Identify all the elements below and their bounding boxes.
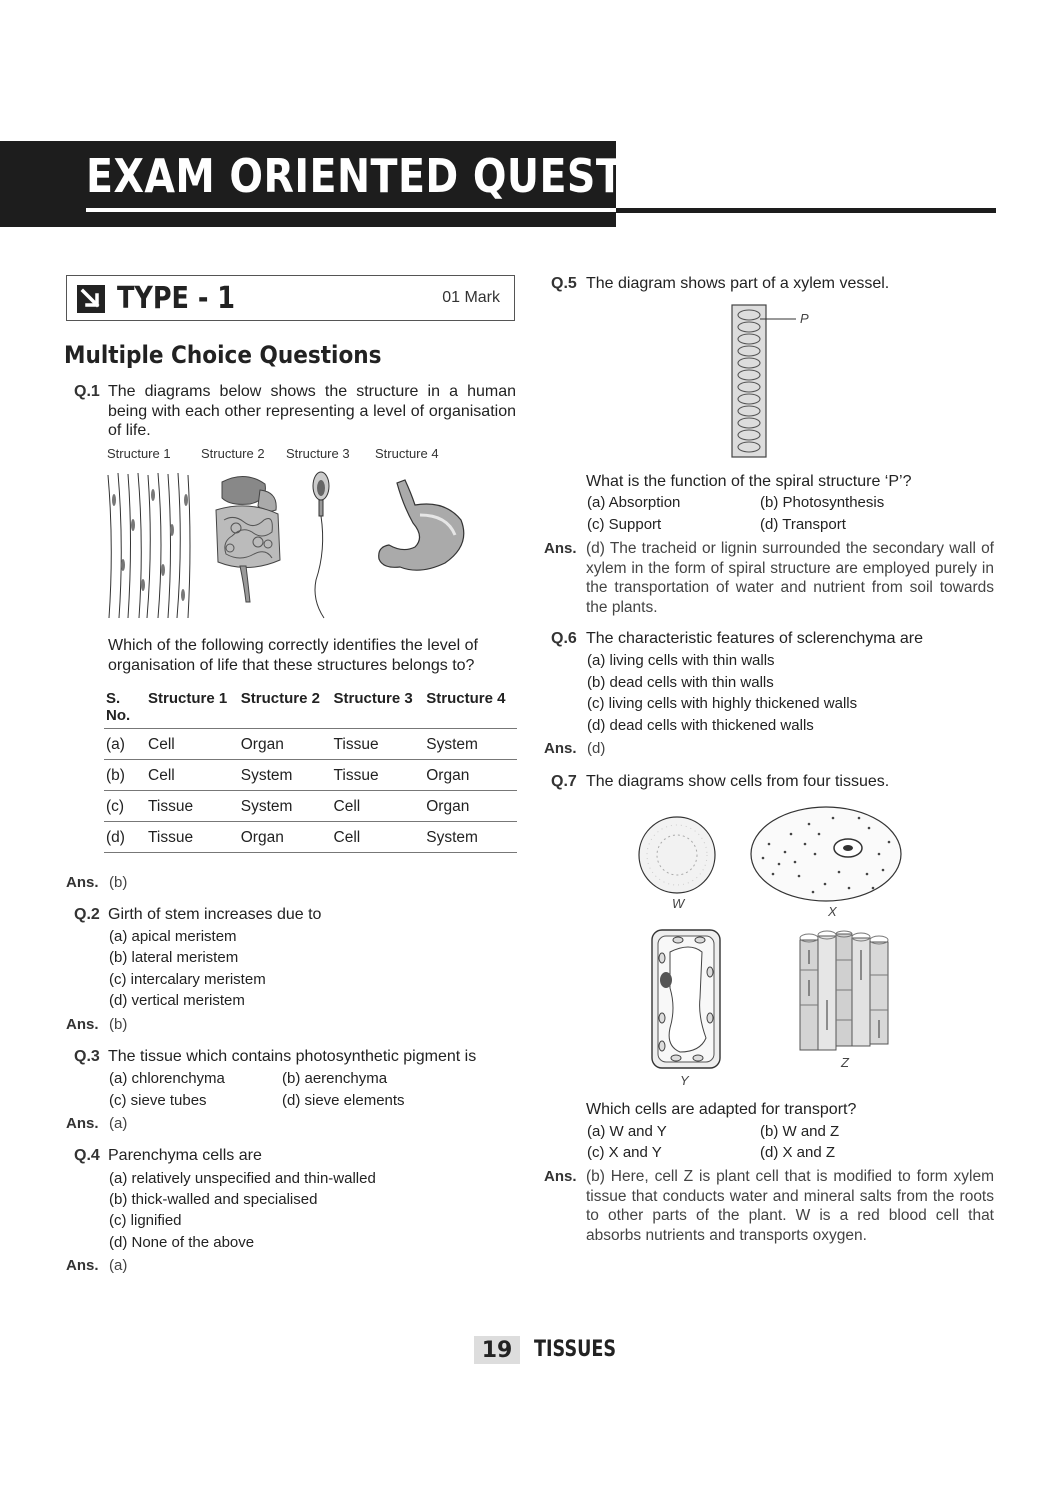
header-rule [616, 208, 996, 213]
q3-number: Q.3 [74, 1048, 100, 1065]
table-cell: Cell [332, 822, 425, 853]
q6-answer: (d) [587, 740, 606, 757]
q7-option-a: (a) W and Y [587, 1123, 667, 1140]
cell-label-z: Z [841, 1055, 849, 1070]
q1-text: The diagrams below shows the structure in a human being with each other representing a level of organisation of life. [108, 383, 516, 439]
q4-answer: (a) [109, 1257, 128, 1274]
q2-option-a: (a) apical meristem [109, 928, 237, 945]
table-cell: (c) [104, 791, 146, 822]
plant-cell-y-illustration [650, 928, 722, 1070]
table-cell: System [424, 729, 517, 760]
q6-option-d: (d) dead cells with thickened walls [587, 717, 814, 734]
q2-answer-label: Ans. [66, 1016, 99, 1033]
table-row [104, 791, 517, 822]
q5-option-d: (d) Transport [760, 516, 846, 533]
q3-option-c: (c) sieve tubes [109, 1092, 207, 1109]
cell-x-illustration [749, 804, 903, 904]
q6-answer-label: Ans. [544, 740, 577, 757]
q7-question: Which cells are adapted for transport? [586, 1101, 857, 1118]
q6-option-a: (a) living cells with thin walls [587, 652, 775, 669]
muscle-tissue-illustration [106, 470, 194, 620]
table-cell: Tissue [146, 791, 239, 822]
sperm-cell-illustration [302, 470, 342, 620]
q3-text: The tissue which contains photosynthetic pigment is [108, 1048, 477, 1065]
table-cell: Organ [424, 791, 517, 822]
diagram-label-p: P [800, 311, 809, 326]
cell-label-w: W [672, 896, 685, 911]
banner-title: EXAM ORIENTED QUESTIONS [86, 149, 735, 203]
q4-answer-label: Ans. [66, 1257, 99, 1274]
structure-label-2: Structure 2 [201, 446, 265, 461]
q5-question: What is the function of the spiral structure ‘P’? [586, 473, 912, 490]
type-title: TYPE - 1 [117, 281, 236, 316]
q6-option-c: (c) living cells with highly thickened walls [587, 695, 858, 712]
arrow-down-right-icon [77, 285, 105, 313]
table-row [104, 729, 517, 760]
structure-label-3: Structure 3 [286, 446, 350, 461]
q3-answer-label: Ans. [66, 1115, 99, 1132]
q7-option-d: (d) X and Z [760, 1144, 836, 1161]
q1-options-table [104, 688, 517, 853]
q3-option-b: (b) aerenchyma [282, 1070, 388, 1087]
table-cell: (b) [104, 760, 146, 791]
q3-option-a: (a) chlorenchyma [109, 1070, 225, 1087]
q7-answer: (b) Here, cell Z is plant cell that is modified to form xylem tissue that conducts water and mineral salts from the roots to other parts of the plant. W is a red blood cell that absorbs nutrients and transports oxygen. [586, 1168, 994, 1244]
table-cell: (d) [104, 822, 146, 853]
q4-option-b: (b) thick-walled and specialised [109, 1191, 318, 1208]
q1-question: Which of the following correctly identifies the level of organisation of life that these structures belongs to? [108, 637, 478, 674]
q3-answer: (a) [109, 1115, 128, 1132]
q4-option-c: (c) lignified [109, 1212, 182, 1229]
cell-label-y: Y [680, 1073, 689, 1088]
q4-number: Q.4 [74, 1147, 100, 1164]
type-box [66, 275, 515, 321]
q7-text: The diagrams show cells from four tissues. [586, 773, 890, 790]
table-cell: Organ [424, 760, 517, 791]
q5-option-c: (c) Support [587, 516, 662, 533]
q4-option-d: (d) None of the above [109, 1234, 255, 1251]
table-cell: Tissue [332, 760, 425, 791]
cell-label-x: X [828, 904, 837, 919]
q5-option-a: (a) Absorption [587, 494, 681, 511]
q6-text: The characteristic features of sclerenchyma are [586, 630, 924, 647]
q7-option-c: (c) X and Y [587, 1144, 662, 1161]
table-header: Structure 2 [240, 690, 320, 707]
q2-number: Q.2 [74, 906, 100, 923]
table-cell: Cell [146, 729, 239, 760]
q2-option-b: (b) lateral meristem [109, 949, 239, 966]
q1-number: Q.1 [74, 383, 100, 400]
q2-option-d: (d) vertical meristem [109, 992, 245, 1009]
table-header: Structure 3 [333, 690, 413, 707]
q2-option-c: (c) intercalary meristem [109, 971, 266, 988]
q5-answer: (d) The tracheid or lignin surrounded the secondary wall of xylem in the form of spiral structure are employed purely in the transportation of water and nutrient from soil towards the plants. [586, 540, 994, 616]
page-number: 19 [474, 1336, 520, 1364]
xylem-cells-z-illustration [798, 930, 892, 1052]
q5-answer-label: Ans. [544, 540, 577, 557]
stomach-illustration [375, 475, 470, 585]
q2-text: Girth of stem increases due to [108, 906, 322, 923]
q7-number: Q.7 [551, 773, 577, 790]
structure-label-1: Structure 1 [107, 446, 171, 461]
table-row [104, 760, 517, 791]
q3-option-d: (d) sieve elements [282, 1092, 405, 1109]
table-header: S. No. [106, 690, 131, 724]
table-cell: (a) [104, 729, 146, 760]
q5-number: Q.5 [551, 275, 577, 292]
table-cell: Cell [332, 791, 425, 822]
red-blood-cell-w-illustration [636, 815, 718, 895]
table-header: Structure 4 [426, 690, 506, 707]
digestive-system-illustration [210, 470, 285, 610]
q1-answer: (b) [109, 874, 128, 891]
marks-label: 01 Mark [442, 289, 500, 306]
section-title: Multiple Choice Questions [64, 341, 382, 369]
structure-label-4: Structure 4 [375, 446, 439, 461]
table-cell: Organ [239, 729, 332, 760]
banner-underline [86, 208, 616, 212]
table-row [104, 822, 517, 853]
q2-answer: (b) [109, 1016, 128, 1033]
table-cell: System [239, 791, 332, 822]
q6-number: Q.6 [551, 630, 577, 647]
q7-option-b: (b) W and Z [760, 1123, 840, 1140]
table-header: Structure 1 [148, 690, 228, 707]
table-cell: Organ [239, 822, 332, 853]
q7-answer-label: Ans. [544, 1168, 577, 1185]
table-cell: Tissue [146, 822, 239, 853]
table-cell: Tissue [332, 729, 425, 760]
xylem-vessel-illustration [730, 303, 830, 459]
q5-text: The diagram shows part of a xylem vessel. [586, 275, 890, 292]
q4-text: Parenchyma cells are [108, 1147, 262, 1164]
table-cell: Cell [146, 760, 239, 791]
table-cell: System [424, 822, 517, 853]
q4-option-a: (a) relatively unspecified and thin-walled [109, 1170, 376, 1187]
q1-answer-label: Ans. [66, 874, 99, 891]
table-cell: System [239, 760, 332, 791]
q6-option-b: (b) dead cells with thin walls [587, 674, 774, 691]
q5-option-b: (b) Photosynthesis [760, 494, 885, 511]
chapter-title: TISSUES [534, 1337, 617, 1362]
